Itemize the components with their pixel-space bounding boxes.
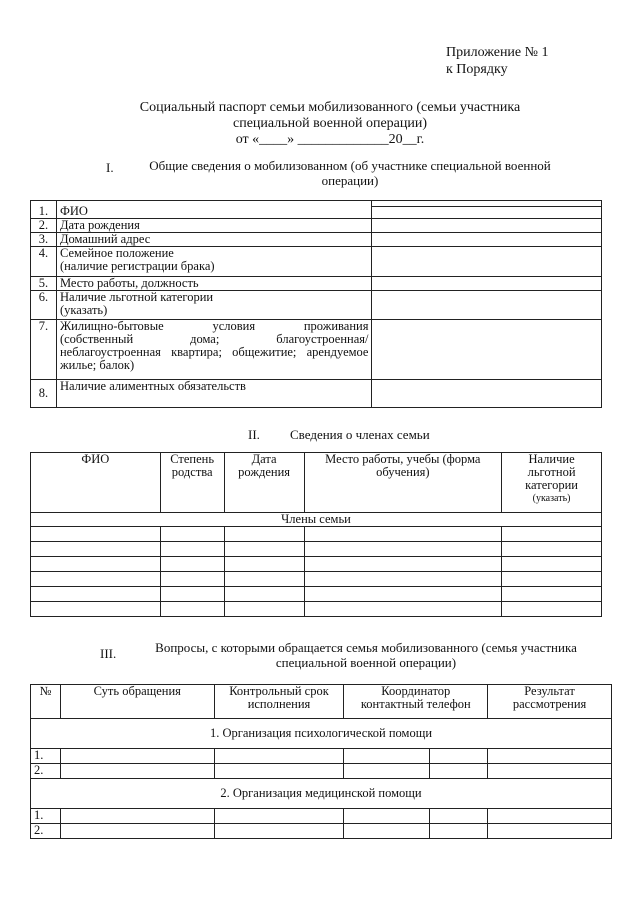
col-header-line: Результат [524,684,575,698]
row-num: 2. [31,764,61,779]
row-num: 1. [31,809,61,824]
col-header-line: рождения [238,465,291,479]
cell[interactable] [502,602,602,617]
title-line-2: специальной военной операции) [232,116,428,131]
cell[interactable] [304,602,502,617]
cell[interactable] [502,527,602,542]
row-label [56,320,372,380]
cell[interactable] [224,602,304,617]
section1-heading-line-1: Общие сведения о мобилизованном (об участнике специальной военной [149,158,551,173]
cell[interactable] [160,587,224,602]
cell[interactable] [344,824,430,839]
table-row [31,247,602,277]
appendix-line-1: Приложение № 1 [446,45,549,60]
cell[interactable] [60,764,214,779]
row-label-line: Семейное положение [59,246,174,260]
cell[interactable] [31,557,161,572]
cell[interactable] [344,809,430,824]
col-header-line: родства [171,465,213,479]
value-cell[interactable] [372,207,602,219]
col-header-line: Наличие [528,452,575,466]
cell[interactable] [31,572,161,587]
col-header-benefit [502,453,602,513]
row-num: 1. [31,201,57,219]
table-row [31,824,612,839]
table-row [31,527,602,542]
cell[interactable] [60,824,214,839]
cell[interactable] [31,542,161,557]
col-header-result [488,685,612,719]
row-label-line: (наличие регистрации брака) [59,259,215,273]
col-header-line: Контрольный срок [229,684,329,698]
cell[interactable] [304,557,502,572]
section2-heading: Сведения о членах семьи [290,427,430,442]
value-cell[interactable] [372,247,602,277]
value-cell[interactable] [372,277,602,291]
section2-table [30,452,602,617]
col-header-line: Место работы, учебы (форма [325,452,481,466]
col-header-line: Координатор [381,684,451,698]
cell[interactable] [31,587,161,602]
col-header-work [304,453,502,513]
row-label: Место работы, должность [56,277,372,291]
title-line-1: Социальный паспорт семьи мобилизованного (семьи участника [139,100,521,115]
cell[interactable] [214,764,344,779]
cell[interactable] [160,542,224,557]
cell[interactable] [430,824,488,839]
col-header-line: льготной [527,465,576,479]
cell[interactable] [224,572,304,587]
cell[interactable] [502,572,602,587]
row-num: 6. [31,291,57,320]
row-label-line: (указать) [59,303,108,317]
table-row [31,380,602,408]
row-label-line: жилье; балок) [59,358,135,372]
cell[interactable] [214,809,344,824]
row-label-line: неблагоустроенная квартира; общежитие; арендуемое [59,345,369,359]
cell[interactable] [304,542,502,557]
col-header-fio: ФИО [31,453,161,513]
cell[interactable] [160,557,224,572]
cell[interactable] [160,527,224,542]
col-header-line: рассмотрения [512,697,587,711]
col-header-line: исполнения [247,697,311,711]
cell[interactable] [214,824,344,839]
cell[interactable] [304,587,502,602]
col-header-line: контактный телефон [360,697,471,711]
col-header-degree [160,453,224,513]
section1-numeral: I. [106,160,114,175]
col-header-line: обучения) [376,465,430,479]
col-header-birth [224,453,304,513]
cell[interactable] [224,527,304,542]
section1-heading [140,158,560,188]
table-row [31,587,602,602]
table-row [31,719,612,749]
cell[interactable] [160,572,224,587]
table-row [31,291,602,320]
col-header-line: Дата [251,452,277,466]
section3-table [30,684,612,839]
group-title-medical: 2. Организация медицинской помощи [31,779,612,809]
table-row [31,513,602,527]
table-row [31,764,612,779]
cell[interactable] [502,557,602,572]
row-num: 3. [31,233,57,247]
cell[interactable] [214,749,344,764]
col-header-num: № [31,685,61,719]
table-row [31,233,602,247]
row-num: 2. [31,219,57,233]
cell[interactable] [430,764,488,779]
value-cell[interactable] [372,320,602,380]
row-label [56,291,372,320]
row-num: 8. [31,380,57,408]
value-cell[interactable] [372,380,602,408]
row-label: Наличие алиментных обязательств [56,380,372,408]
table-row [31,779,612,809]
cell[interactable] [430,749,488,764]
row-label [56,247,372,277]
row-label: ФИО [56,201,372,219]
cell[interactable] [502,587,602,602]
cell[interactable] [344,749,430,764]
cell[interactable] [488,749,612,764]
cell[interactable] [31,602,161,617]
table-row [31,542,602,557]
table-row [31,320,602,380]
col-header-line: (указать) [532,493,571,504]
cell[interactable] [60,749,214,764]
cell[interactable] [344,764,430,779]
row-label-line: Жилищно-бытовые условия проживания [59,319,369,333]
col-header-essence: Суть обращения [60,685,214,719]
cell[interactable] [488,809,612,824]
row-num: 1. [31,749,61,764]
cell[interactable] [31,527,161,542]
col-header-coordinator [344,685,488,719]
table-row [31,572,602,587]
table-row [31,809,612,824]
value-cell[interactable] [372,219,602,233]
cell[interactable] [488,764,612,779]
table-row [31,219,602,233]
cell[interactable] [224,557,304,572]
cell[interactable] [488,824,612,839]
group-title-psychological: 1. Организация психологической помощи [31,719,612,749]
value-cell[interactable] [372,291,602,320]
value-cell[interactable] [372,233,602,247]
cell[interactable] [224,587,304,602]
row-label: Домашний адрес [56,233,372,247]
title-date-line: от «____» _____________20__г. [235,132,425,147]
section3-numeral: III. [100,646,117,661]
table-header-row [31,453,602,513]
table-row [31,602,602,617]
col-header-deadline [214,685,344,719]
cell[interactable] [430,809,488,824]
document-title [80,100,580,148]
row-num: 4. [31,247,57,277]
row-label: Дата рождения [56,219,372,233]
table-row [31,557,602,572]
section1-heading-line-2: операции) [321,173,379,188]
row-label-line: Наличие льготной категории [59,290,214,304]
appendix-line-2: к Порядку [446,62,508,77]
cell[interactable] [304,527,502,542]
cell[interactable] [224,542,304,557]
table-row [31,277,602,291]
section3-heading-line-1: Вопросы, с которыми обращается семья мобилизованного (семья участника [155,640,577,655]
row-label-line: (собственный дома; благоустроенная/ [59,332,369,346]
cell[interactable] [160,602,224,617]
col-header-line: Степень [170,452,215,466]
section3-heading [136,640,596,670]
table-row [31,749,612,764]
table-header-row [31,685,612,719]
members-subheader: Члены семьи [31,513,602,527]
cell[interactable] [502,542,602,557]
row-num: 2. [31,824,61,839]
cell[interactable] [304,572,502,587]
cell[interactable] [60,809,214,824]
row-num: 5. [31,277,57,291]
appendix-note [446,44,549,78]
row-num: 7. [31,320,57,380]
section2-numeral: II. [248,427,260,442]
section3-heading-line-2: специальной военной операции) [275,655,457,670]
col-header-line: категории [525,478,578,492]
section1-table [30,200,602,408]
